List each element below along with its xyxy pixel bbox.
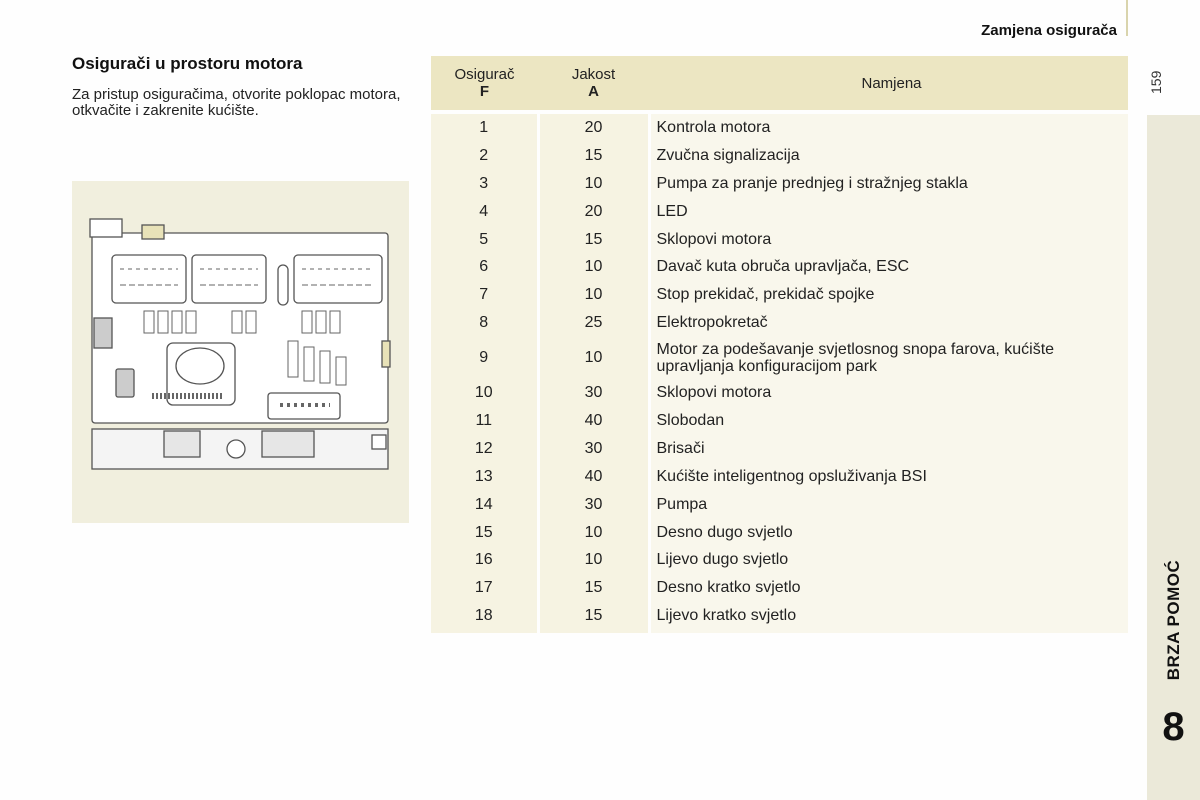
amperage-cell: 10 bbox=[538, 281, 649, 309]
amperage-cell: 15 bbox=[538, 142, 649, 170]
fuse-number-cell: 3 bbox=[431, 170, 538, 198]
fuse-number-cell: 16 bbox=[431, 546, 538, 574]
fuse-number-cell: 17 bbox=[431, 574, 538, 602]
table-row bbox=[431, 463, 1128, 491]
table-row bbox=[431, 337, 1128, 379]
purpose-cell: Slobodan bbox=[649, 407, 1128, 435]
column-header-amperage-unit: A bbox=[588, 83, 599, 100]
fuse-number-cell: 8 bbox=[431, 309, 538, 337]
amperage-cell: 15 bbox=[538, 226, 649, 254]
section-title: Osigurači u prostoru motora bbox=[72, 54, 303, 73]
table-row bbox=[431, 407, 1128, 435]
table-row bbox=[431, 491, 1128, 519]
fuse-number-cell: 13 bbox=[431, 463, 538, 491]
table-row bbox=[431, 253, 1128, 281]
amperage-cell: 40 bbox=[538, 407, 649, 435]
table-row bbox=[431, 198, 1128, 226]
purpose-cell: Desno dugo svjetlo bbox=[649, 519, 1128, 547]
purpose-cell: Pumpa bbox=[649, 491, 1128, 519]
table-row bbox=[431, 574, 1128, 602]
purpose-cell: Kontrola motora bbox=[649, 114, 1128, 142]
chapter-label-text: BRZA POMOĆ bbox=[1163, 559, 1183, 681]
fuse-number-cell: 18 bbox=[431, 602, 538, 633]
table-row bbox=[431, 602, 1128, 633]
amperage-cell: 15 bbox=[538, 574, 649, 602]
amperage-cell: 10 bbox=[538, 546, 649, 574]
intro-text: Za pristup osiguračima, otvorite poklopac motora, otkvačite i zakrenite kućište. bbox=[72, 86, 401, 119]
fuse-number-cell: 6 bbox=[431, 253, 538, 281]
column-header-fuse bbox=[431, 56, 538, 110]
fuse-number-cell: 4 bbox=[431, 198, 538, 226]
chapter-number: 8 bbox=[1162, 705, 1185, 749]
amperage-cell: 30 bbox=[538, 379, 649, 407]
fuse-number-cell: 2 bbox=[431, 142, 538, 170]
purpose-cell: Davač kuta obruča upravljača, ESC bbox=[649, 253, 1128, 281]
table-row bbox=[431, 142, 1128, 170]
fuse-number-cell: 9 bbox=[431, 337, 538, 379]
purpose-cell: LED bbox=[649, 198, 1128, 226]
purpose-cell: Brisači bbox=[649, 435, 1128, 463]
purpose-cell: Pumpa za pranje prednjeg i stražnjeg stakla bbox=[649, 170, 1128, 198]
column-header-fuse-label: Osigurač bbox=[454, 66, 515, 83]
table-row bbox=[431, 170, 1128, 198]
table-row bbox=[431, 519, 1128, 547]
purpose-cell: Lijevo kratko svjetlo bbox=[649, 602, 1128, 633]
amperage-cell: 20 bbox=[538, 198, 649, 226]
fuse-number-cell: 12 bbox=[431, 435, 538, 463]
column-header-fuse-unit: F bbox=[479, 83, 490, 100]
purpose-cell: Sklopovi motora bbox=[649, 226, 1128, 254]
amperage-cell: 30 bbox=[538, 435, 649, 463]
purpose-cell: Zvučna signalizacija bbox=[649, 142, 1128, 170]
fuse-number-cell: 1 bbox=[431, 114, 538, 142]
table-row bbox=[431, 379, 1128, 407]
amperage-cell: 40 bbox=[538, 463, 649, 491]
purpose-cell: Kućište inteligentnog opsluživanja BSI bbox=[649, 463, 1128, 491]
purpose-cell: Desno kratko svjetlo bbox=[649, 574, 1128, 602]
column-header-purpose: Namjena bbox=[649, 56, 1128, 110]
chapter-label bbox=[1147, 545, 1200, 695]
table-row bbox=[431, 435, 1128, 463]
header-divider bbox=[1126, 0, 1128, 36]
table-row bbox=[431, 281, 1128, 309]
table-row bbox=[431, 226, 1128, 254]
amperage-cell: 10 bbox=[538, 519, 649, 547]
table-row bbox=[431, 546, 1128, 574]
column-header-amperage-label: Jakost bbox=[571, 66, 616, 83]
table-row bbox=[431, 309, 1128, 337]
amperage-cell: 10 bbox=[538, 337, 649, 379]
fuse-number-cell: 15 bbox=[431, 519, 538, 547]
fuse-box-illustration bbox=[72, 181, 409, 523]
amperage-cell: 25 bbox=[538, 309, 649, 337]
amperage-cell: 20 bbox=[538, 114, 649, 142]
amperage-cell: 10 bbox=[538, 170, 649, 198]
purpose-cell: Motor za podešavanje svjetlosnog snopa farova, kućište upravljanja konfiguracijom park bbox=[649, 337, 1128, 379]
fuse-box-diagram bbox=[72, 181, 409, 523]
fuse-number-cell: 10 bbox=[431, 379, 538, 407]
chapter-side-tab bbox=[1147, 115, 1200, 800]
fuse-table bbox=[431, 56, 1128, 633]
table-row bbox=[431, 114, 1128, 142]
amperage-cell: 15 bbox=[538, 602, 649, 633]
column-header-amperage bbox=[538, 56, 649, 110]
purpose-cell: Elektropokretač bbox=[649, 309, 1128, 337]
purpose-cell: Lijevo dugo svjetlo bbox=[649, 546, 1128, 574]
page-number: 159 bbox=[1148, 70, 1164, 94]
purpose-cell: Sklopovi motora bbox=[649, 379, 1128, 407]
fuse-number-cell: 14 bbox=[431, 491, 538, 519]
purpose-cell: Stop prekidač, prekidač spojke bbox=[649, 281, 1128, 309]
amperage-cell: 30 bbox=[538, 491, 649, 519]
amperage-cell: 10 bbox=[538, 253, 649, 281]
fuse-number-cell: 5 bbox=[431, 226, 538, 254]
fuse-number-cell: 7 bbox=[431, 281, 538, 309]
fuse-number-cell: 11 bbox=[431, 407, 538, 435]
page-header-title: Zamjena osigurača bbox=[981, 22, 1117, 39]
